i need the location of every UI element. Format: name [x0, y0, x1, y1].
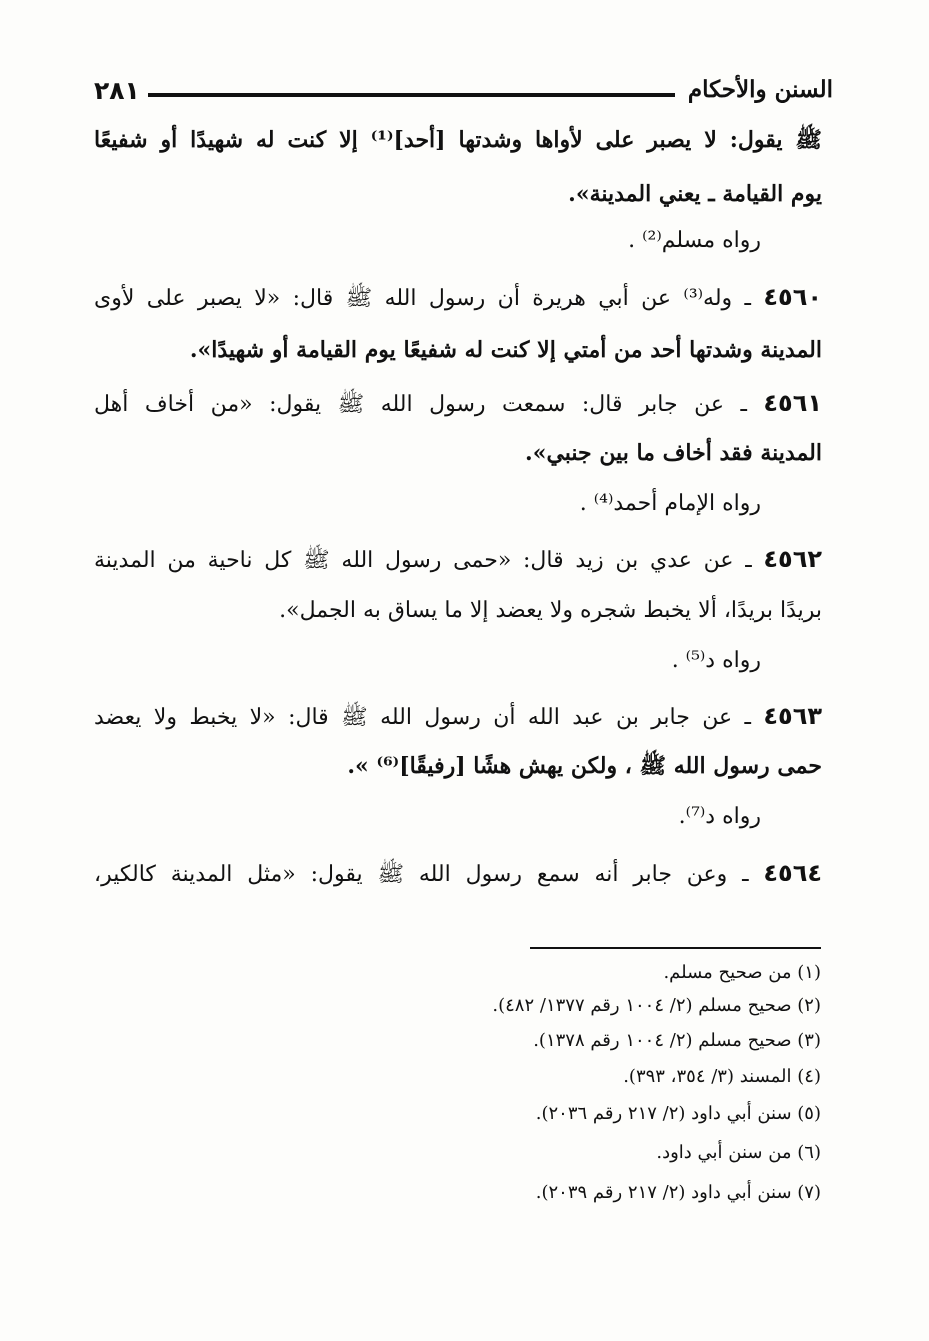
hadith-4564: ٤٥٦٤ ـ وعن جابر أنه سمع رسول الله ﷺ يقول: «مثل المدينة كالكير، — [94, 859, 822, 887]
text-line: المدينة وشدتها أحد من أمتي إلا كنت له شفيعًا يوم القيامة أو شهيدًا». — [189, 337, 822, 363]
footnote: (٤) المسند (٣/ ٣٥٤، ٣٩٣). — [623, 1066, 821, 1087]
header-rule — [148, 93, 675, 97]
source-line: رواه د⁽⁷⁾. — [678, 804, 761, 829]
footnote: (٢) صحيح مسلم (٢/ ١٠٠٤ رقم ١٣٧٧/ ٤٨٢). — [492, 995, 821, 1016]
text-line: بريدًا بريدًا، ألا يخبط شجره ولا يعضد إلا ما يساق به الجمل». — [279, 598, 822, 623]
hadith-4561: ٤٥٦١ ـ عن جابر قال: سمعت رسول الله ﷺ يقول: «من أخاف أهل — [94, 389, 822, 417]
hadith-number: ٤٥٦٣ — [763, 702, 822, 730]
footnote: (١) من صحيح مسلم. — [663, 962, 821, 983]
text-line: يوم القيامة ـ يعني المدينة». — [568, 181, 822, 207]
text-line: ﷺ يقول: لا يصبر على لأواها وشدتها [أحد]⁽¹⁾ إلا كنت له شهيدًا أو شفيعًا — [94, 127, 822, 153]
hadith-number: ٤٥٦١ — [763, 389, 822, 417]
source-line: رواه د⁽⁵⁾ . — [671, 648, 761, 673]
header-title: السنن والأحكام — [687, 76, 833, 103]
footnote: (٧) سنن أبي داود (٢/ ٢١٧ رقم ٢٠٣٩). — [535, 1182, 821, 1203]
running-header — [94, 76, 833, 112]
hadith-number: ٤٥٦٢ — [763, 545, 822, 573]
footnote: (٣) صحيح مسلم (٢/ ١٠٠٤ رقم ١٣٧٨). — [533, 1030, 821, 1051]
source-line: رواه الإمام أحمد⁽⁴⁾ . — [579, 491, 761, 516]
hadith-4560: ٤٥٦٠ ـ وله⁽³⁾ عن أبي هريرة أن رسول الله ﷺ قال: «لا يصبر على لأوى — [94, 283, 822, 311]
text-line: المدينة فقد أخاف ما بين جنبي». — [525, 440, 822, 466]
hadith-4562: ٤٥٦٢ ـ عن عدي بن زيد قال: «حمى رسول الله ﷺ كل ناحية من المدينة — [94, 545, 822, 573]
hadith-number: ٤٥٦٠ — [763, 283, 822, 311]
page-number: ٢٨١ — [94, 76, 140, 105]
source-line: رواه مسلم⁽²⁾ . — [628, 228, 761, 253]
footnote: (٥) سنن أبي داود (٢/ ٢١٧ رقم ٢٠٣٦). — [535, 1103, 821, 1124]
hadith-number: ٤٥٦٤ — [763, 859, 822, 887]
text-line: حمى رسول الله ﷺ ، ولكن يهش هشًا [رفيقًا]⁽⁶⁾ ». — [347, 753, 822, 779]
footnote: (٦) من سنن أبي داود. — [656, 1142, 821, 1163]
footnote-separator — [530, 947, 821, 949]
hadith-4563: ٤٥٦٣ ـ عن جابر بن عبد الله أن رسول الله ﷺ قال: «لا يخبط ولا يعضد — [94, 702, 822, 730]
